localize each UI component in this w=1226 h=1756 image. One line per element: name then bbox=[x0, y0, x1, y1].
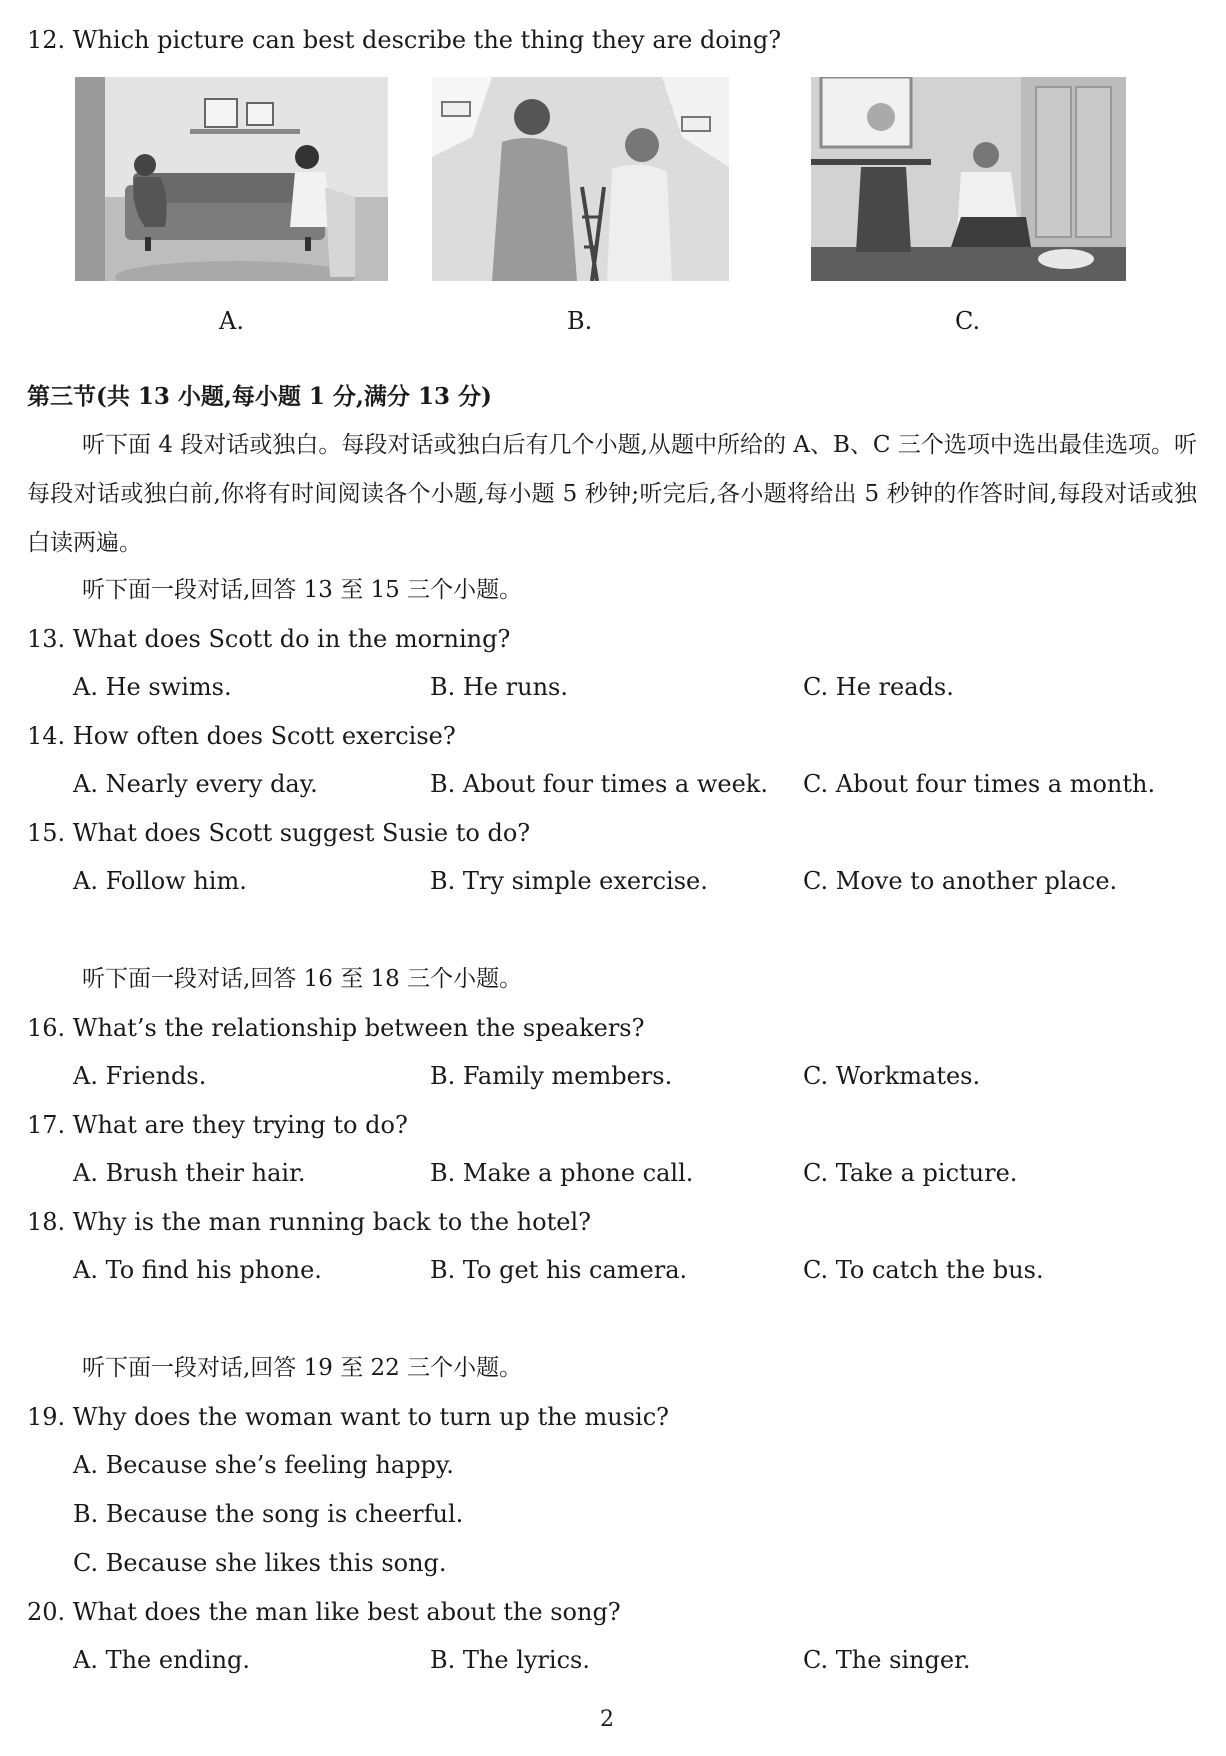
q19-option-a: A. Because she’s feeling happy. bbox=[73, 1451, 454, 1479]
q20-option-b: B. The lyrics. bbox=[430, 1646, 590, 1674]
section-title: 第三节(共 13 小题,每小题 1 分,满分 13 分) bbox=[27, 383, 492, 410]
group-2-intro: 听下面一段对话,回答 16 至 18 三个小题。 bbox=[82, 966, 523, 992]
group-3-intro: 听下面一段对话,回答 19 至 22 三个小题。 bbox=[82, 1355, 523, 1381]
q16-option-b: B. Family members. bbox=[430, 1062, 673, 1090]
page-number: 2 bbox=[600, 1707, 614, 1732]
photo-a-moving-sofa bbox=[75, 77, 388, 281]
question-17: 17. What are they trying to do? bbox=[27, 1111, 408, 1139]
question-14: 14. How often does Scott exercise? bbox=[27, 722, 456, 750]
q17-option-b: B. Make a phone call. bbox=[430, 1159, 694, 1187]
photo-b-painting-wall bbox=[432, 77, 729, 281]
question-12: 12. Which picture can best describe the thing they are doing? bbox=[27, 26, 782, 54]
question-18: 18. Why is the man running back to the hotel? bbox=[27, 1208, 592, 1236]
q18-option-c: C. To catch the bus. bbox=[803, 1256, 1044, 1284]
question-19: 19. Why does the woman want to turn up the music? bbox=[27, 1403, 670, 1431]
q15-option-b: B. Try simple exercise. bbox=[430, 867, 708, 895]
photo-c-cleaning-window bbox=[811, 77, 1126, 281]
q14-option-b: B. About four times a week. bbox=[430, 770, 768, 798]
q16-option-c: C. Workmates. bbox=[803, 1062, 981, 1090]
q16-option-a: A. Friends. bbox=[73, 1062, 207, 1090]
q18-option-b: B. To get his camera. bbox=[430, 1256, 688, 1284]
q17-option-a: A. Brush their hair. bbox=[73, 1159, 306, 1187]
q17-option-c: C. Take a picture. bbox=[803, 1159, 1018, 1187]
q14-option-c: C. About four times a month. bbox=[803, 770, 1156, 798]
q19-option-b: B. Because the song is cheerful. bbox=[73, 1500, 464, 1528]
caption-a: A. bbox=[219, 307, 244, 335]
caption-c: C. bbox=[955, 307, 981, 335]
q13-option-c: C. He reads. bbox=[803, 673, 954, 701]
q13-option-a: A. He swims. bbox=[73, 673, 232, 701]
q19-option-c: C. Because she likes this song. bbox=[73, 1549, 447, 1577]
section-instructions: 听下面 4 段对话或独白。每段对话或独白后有几个小题,从题中所给的 A、B、C 三个选项中选出最佳选项。听每段对话或独白前,你将有时间阅读各个小题,每小题 5 秒钟;听完后,各小题将给出 5 秒钟的作答时间,每段对话或独白读两遍。 bbox=[27, 432, 1197, 556]
q18-option-a: A. To find his phone. bbox=[73, 1256, 322, 1284]
q15-option-c: C. Move to another place. bbox=[803, 867, 1118, 895]
question-20: 20. What does the man like best about the song? bbox=[27, 1598, 621, 1626]
group-1-intro: 听下面一段对话,回答 13 至 15 三个小题。 bbox=[82, 577, 523, 603]
question-13: 13. What does Scott do in the morning? bbox=[27, 625, 511, 653]
q20-option-a: A. The ending. bbox=[73, 1646, 251, 1674]
q20-option-c: C. The singer. bbox=[803, 1646, 971, 1674]
q14-option-a: A. Nearly every day. bbox=[73, 770, 318, 798]
q15-option-a: A. Follow him. bbox=[73, 867, 247, 895]
caption-b: B. bbox=[567, 307, 593, 335]
question-15: 15. What does Scott suggest Susie to do? bbox=[27, 819, 531, 847]
question-16: 16. What’s the relationship between the speakers? bbox=[27, 1014, 645, 1042]
q13-option-b: B. He runs. bbox=[430, 673, 568, 701]
